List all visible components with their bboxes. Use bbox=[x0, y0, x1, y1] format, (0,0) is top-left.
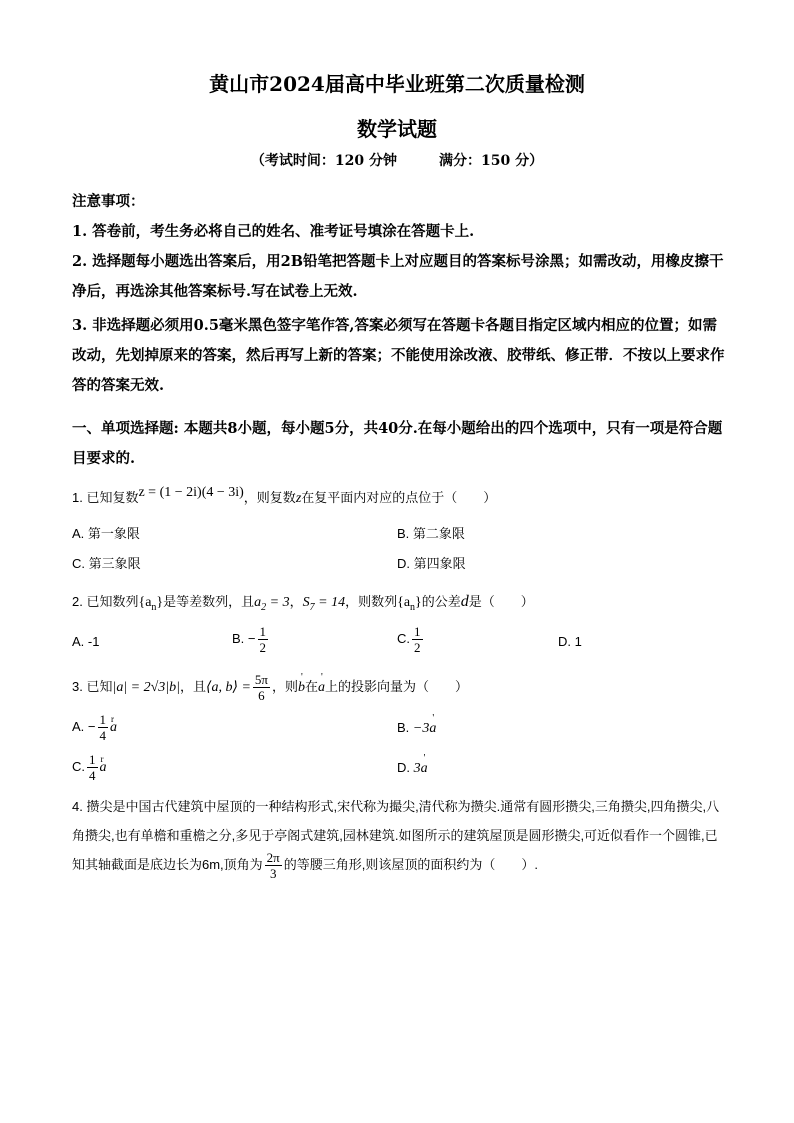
q2-option-a[interactable]: A. -1 bbox=[72, 634, 100, 649]
q3-option-c[interactable]: C. $\frac{1}{4}$ r a bbox=[72, 752, 107, 783]
q3-cond1: |a| = 2√3|b| bbox=[112, 679, 180, 695]
q1-prefix: 1. 已知复数 bbox=[72, 490, 139, 505]
q1-option-b[interactable]: B. 第二象限 bbox=[397, 526, 465, 541]
question-1 bbox=[72, 485, 497, 509]
q2-mid1: 是等差数列，且 bbox=[163, 594, 255, 609]
q3-vec-a: ' a bbox=[318, 678, 325, 698]
q3-mid2: ，则 bbox=[271, 678, 298, 694]
q3-option-a-vec: r a bbox=[110, 718, 117, 738]
q1-option-a[interactable]: A. 第一象限 bbox=[72, 526, 140, 541]
q3-angle-fraction: $\frac{5\pi}{6}$ bbox=[254, 672, 268, 703]
exam-title: 黄山市2024届高中毕业班第二次质量检测 bbox=[209, 72, 585, 96]
q3-mid3: 在 bbox=[304, 678, 318, 694]
q2-prefix: 2. 已知数列 bbox=[72, 594, 139, 609]
q4-text-1: 4. 攒尖是中国古代建筑中屋顶的一种结构形式,宋代称为撮尖,清代称为攒尖.通常有圆形攒尖,三角攒尖,四角攒尖,八角攒尖,也有单檐和重檐之分,多见于亭阁式建筑,园林建筑.如图所示的建筑屋顶是圆形攒尖,可近似看作一个圆锥,已知其轴截面是底边长为6m,顶角为 bbox=[72, 799, 720, 872]
q2-option-b[interactable]: B. − $\frac{1}{2}$ bbox=[232, 624, 266, 655]
question-3 bbox=[72, 672, 468, 703]
exam-time: （考试时间：120 分钟 bbox=[250, 153, 397, 169]
notice-item-1: 1. 答卷前，考生务必将自己的姓名、准考证号填涂在答题卡上. bbox=[72, 223, 475, 240]
q3-option-d-vec: ' a bbox=[421, 759, 428, 779]
q3-vec-b: ' b bbox=[298, 678, 305, 698]
q2-mid3: 的公差 bbox=[421, 594, 461, 609]
question-2: 2. 已知数列$\{a_n\}$是等差数列，且$a_2 = 3$，$S_7 = 14$，则数列$\{a_n\}$的公差d是（ ） bbox=[72, 593, 534, 613]
q1-suffix: 在复平面内对应的点位于（ ） bbox=[301, 490, 497, 505]
q2-seq-ref: $\{a_n\}$ bbox=[397, 595, 422, 613]
q3-option-a[interactable]: A. − $\frac{1}{4}$ r a bbox=[72, 712, 117, 743]
q1-expr: z = (1 − 2i)(4 − 3i) bbox=[138, 485, 244, 500]
notice-item-3: 3. 非选择题必须用0.5毫米黑色签字笔作答,答案必须写在答题卡各题目指定区域内相应的位置；如需改动，先划掉原来的答案，然后再写上新的答案；不能使用涂改液、胶带纸、修正带．不按以上要求作答的答案无效. bbox=[72, 317, 725, 394]
q2-option-c[interactable]: C. $\frac{1}{2}$ bbox=[397, 624, 421, 655]
notice-item-2: 2. 选择题每小题选出答案后，用2B铅笔把答题卡上对应题目的答案标号涂黑；如需改动，用橡皮擦干净后，再选涂其他答案标号.写在试卷上无效. bbox=[72, 253, 724, 300]
q1-option-d[interactable]: D. 第四象限 bbox=[397, 556, 466, 571]
q4-text-2: 的等腰三角形,则该屋顶的面积约为（ ）. bbox=[283, 857, 538, 872]
exam-info bbox=[0, 150, 794, 170]
q4-angle-fraction: $\frac{2\pi}{3}$ bbox=[266, 850, 280, 882]
q3-suffix: 上的投影向量为（ ） bbox=[325, 678, 469, 694]
q2-cond1: $a_2 = 3$ bbox=[254, 595, 290, 613]
q2-option-d[interactable]: D. 1 bbox=[558, 634, 582, 649]
q3-mid1: ，且 bbox=[180, 678, 207, 694]
exam-score: 满分：150 分） bbox=[439, 153, 544, 169]
q2-d: d bbox=[460, 593, 469, 610]
q2-cond2: $S_7 = 14$ bbox=[302, 595, 346, 613]
q3-option-d[interactable]: D. 3' a bbox=[397, 758, 428, 779]
q2-seq-open: $\{a_n\}$ bbox=[138, 595, 164, 613]
q1-mid: ，则复数 bbox=[243, 490, 296, 505]
exam-subtitle: 数学试题 bbox=[357, 117, 437, 141]
q1-var: z bbox=[295, 491, 302, 506]
q2-mid2: ，则数列 bbox=[345, 594, 398, 609]
question-4 bbox=[72, 792, 726, 881]
section-1-heading: 一、单项选择题: 本题共8小题，每小题5分，共40分.在每小题给出的四个选项中，只有一项是符合题目要求的. bbox=[72, 420, 723, 467]
notice-heading: 注意事项： bbox=[72, 193, 145, 210]
q2-suffix: 是（ ） bbox=[468, 594, 534, 609]
q3-cond2: ⟨a, b⟩ = bbox=[206, 679, 251, 695]
q3-option-b-vec: ' a bbox=[429, 719, 436, 739]
q3-option-b[interactable]: B. −3' a bbox=[397, 718, 436, 739]
q3-option-c-vec: r a bbox=[100, 758, 107, 778]
q1-option-c[interactable]: C. 第三象限 bbox=[72, 556, 141, 571]
q3-prefix: 3. 已知 bbox=[72, 678, 113, 694]
